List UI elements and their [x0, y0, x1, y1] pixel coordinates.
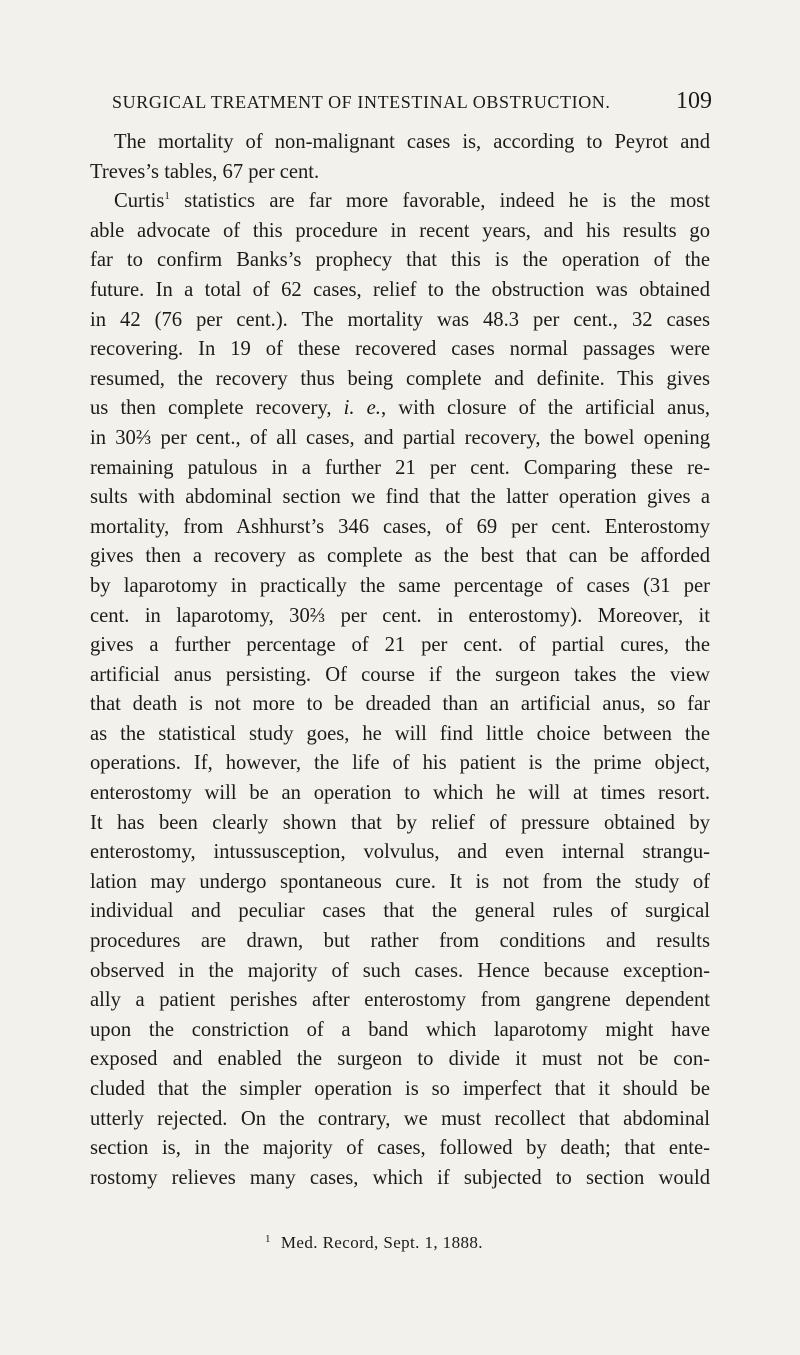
text-line: gives a further percentage of 21 per cent. of partial cures, the	[90, 634, 710, 657]
text-line: observed in the majority of such cases. Hence because exception-	[90, 959, 710, 982]
text-line: future. In a total of 62 cases, relief to the obstruction was obtained	[90, 278, 710, 301]
text-line: exposed and enabled the surgeon to divide it must not be con-	[90, 1048, 710, 1071]
text-line: as the statistical study goes, he will find little choice between the	[90, 722, 710, 745]
text-line	[90, 394, 710, 424]
text-line: Treves’s tables, 67 per cent.	[90, 160, 320, 183]
text-line: that death is not more to be dreaded than an artificial anus, so far	[90, 693, 710, 716]
text-fragment: statistics are far more favorable, indeed he is the most	[169, 190, 710, 213]
text-line: enterostomy, intussusception, volvulus, and even internal strangu-	[90, 841, 710, 864]
running-title: SURGICAL TREATMENT OF INTESTINAL OBSTRUCTION.	[112, 92, 611, 112]
text-line: operations. If, however, the life of his patient is the prime object,	[90, 752, 710, 775]
text-line: rostomy relieves many cases, which if subjected to section would	[90, 1166, 710, 1189]
footnote	[265, 1233, 483, 1253]
running-head	[112, 88, 712, 118]
body-text	[90, 128, 710, 1193]
text-line: upon the constriction of a band which laparotomy might have	[90, 1018, 710, 1041]
text-line: recovering. In 19 of these recovered cases normal passages were	[90, 338, 710, 361]
text-line: individual and peculiar cases that the general rules of surgical	[90, 900, 710, 923]
text-line: The mortality of non-malignant cases is, according to Peyrot and	[114, 131, 710, 153]
text-line: enterostomy will be an operation to which he will at times resort.	[90, 782, 710, 805]
text-line: sults with abdominal section we find that the latter operation gives a	[90, 486, 710, 509]
text-fragment: us then complete recovery,	[90, 397, 344, 420]
text-line: mortality, from Ashhurst’s 346 cases, of 69 per cent. Enterostomy	[90, 515, 710, 538]
text-line: section is, in the majority of cases, followed by death; that ente-	[90, 1137, 710, 1160]
text-line: remaining patulous in a further 21 per cent. Comparing these re-	[90, 456, 710, 479]
text-line: far to confirm Banks’s prophecy that this is the operation of the	[90, 249, 710, 272]
text-line: in 30⅔ per cent., of all cases, and partial recovery, the bowel opening	[90, 426, 710, 449]
footnote-ref: 1	[164, 190, 170, 203]
text-line: in 42 (76 per cent.). The mortality was 48.3 per cent., 32 cases	[90, 308, 710, 331]
text-line: cent. in laparotomy, 30⅔ per cent. in enterostomy). Moreover, it	[90, 604, 710, 627]
text-line: gives then a recovery as complete as the best that can be afforded	[90, 545, 710, 568]
text-fragment: Curtis	[114, 190, 165, 213]
text-line: cluded that the simpler operation is so imperfect that it should be	[90, 1078, 710, 1100]
footnote-marker: 1	[265, 1233, 271, 1245]
text-line	[90, 187, 710, 217]
text-line: by laparotomy in practically the same percentage of cases (31 per	[90, 574, 710, 597]
text-line: utterly rejected. On the contrary, we must recollect that abdominal	[90, 1107, 710, 1130]
text-line: procedures are drawn, but rather from conditions and results	[90, 930, 710, 953]
italic-abbrev: i. e.	[343, 397, 381, 420]
text-line: artificial anus persisting. Of course if the surgeon takes the view	[90, 663, 710, 686]
text-fragment: , with closure of the artificial anus,	[380, 397, 711, 420]
text-line: able advocate of this procedure in recent years, and his results go	[90, 219, 710, 242]
footnote-text: Med. Record, Sept. 1, 1888.	[280, 1233, 483, 1252]
text-line: lation may undergo spontaneous cure. It is not from the study of	[90, 870, 710, 893]
page-number: 109	[676, 88, 712, 114]
text-line: It has been clearly shown that by relief of pressure obtained by	[90, 811, 710, 834]
text-line: resumed, the recovery thus being complete and definite. This gives	[90, 367, 710, 390]
text-line: ally a patient perishes after enterostomy from gangrene dependent	[90, 989, 710, 1012]
